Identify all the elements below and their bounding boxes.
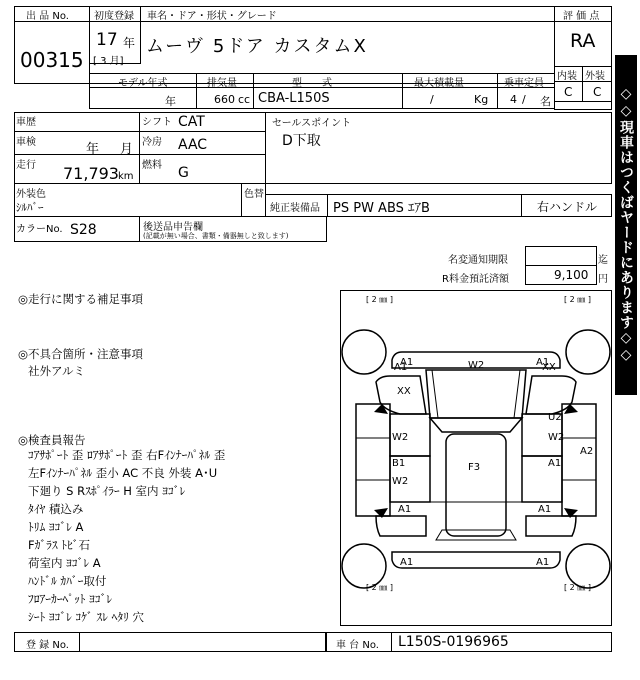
model-year-unit: 年 — [165, 95, 176, 108]
model-year-label: モデル年式 — [118, 78, 168, 89]
first-reg-year-unit: 年 — [123, 36, 136, 50]
tire-label-br: [ 2 ㎜ ] — [564, 583, 591, 592]
steering-value: 右ハンドル — [537, 200, 598, 214]
max-load-unit: Kg — [474, 93, 489, 106]
mark-pillar-right: U2 — [548, 412, 562, 423]
inspector-line: ｺｱｻﾎﾟｰﾄ 歪 ﾛｱｻﾎﾟｰﾄ 歪 右Fｲﾝﾅｰﾊﾟﾈﾙ 歪 — [28, 448, 226, 462]
car-name-label: 車名・ドア・形状・グレード — [147, 11, 277, 22]
yard-location-banner: ◇◇現車はつくばヤードにあります◇◇ — [615, 55, 637, 395]
tire-label-tr: [ 2 ㎜ ] — [564, 295, 591, 304]
inspection-label: 車検 — [16, 137, 36, 148]
mark-door-rear-right: A1 — [548, 458, 562, 469]
first-reg-month: [ 3 月] — [93, 56, 124, 67]
interior-label: 内装 — [557, 71, 577, 82]
ext-color-value: ｼﾙﾊﾞｰ — [16, 201, 44, 214]
body-right — [562, 404, 596, 516]
sales-point-label: セールスポイント — [272, 118, 352, 129]
inspector-line: ﾊﾝﾄﾞﾙ ｶﾊﾞｰ取付 — [28, 574, 107, 588]
score-label: 評 価 点 — [563, 11, 600, 22]
mark-fender-left: A1 — [394, 362, 408, 373]
inspection-month: 月 — [120, 142, 134, 157]
ext-color-cell — [14, 183, 242, 217]
mileage-label: 走行 — [16, 160, 36, 171]
mark-door-rear-left-2: W2 — [392, 476, 409, 487]
inspector-line: Fｶﾞﾗｽ ﾄﾋﾞ石 — [28, 538, 91, 552]
mark-fender-right: XX — [542, 362, 556, 373]
quarter-right — [526, 516, 576, 536]
sales-point-value: D下取 — [282, 133, 321, 149]
max-load-value: / — [430, 93, 434, 106]
mark-door-front-right: W2 — [548, 432, 565, 443]
mark-step-right: A2 — [580, 446, 594, 457]
exterior-grade: C — [593, 85, 602, 99]
tire-rear-left — [342, 544, 386, 588]
driving-notes-title: ◎走行に関する補足事項 — [18, 292, 144, 306]
name-change-unit: 迄 — [598, 255, 608, 266]
tire-label-tl: [ 2 ㎜ ] — [366, 295, 393, 304]
max-load-label: 最大積載量 — [414, 78, 464, 89]
mark-front-bumper-right: A1 — [536, 357, 550, 368]
chassis-number: L150S-0196965 — [398, 634, 509, 650]
inspector-line: 下廻り S Rｽﾎﾟｲﾗｰ H 室内 ﾖｺﾞﾚ — [28, 484, 186, 498]
displacement-value: 660 — [214, 93, 235, 106]
interior-grade: C — [564, 85, 573, 99]
inspector-title: ◎検査員報告 — [18, 433, 86, 447]
windshield — [430, 418, 522, 432]
ac-value: AAC — [178, 137, 208, 153]
mark-roof: F3 — [468, 462, 481, 473]
color-no-label: カラーNo. — [16, 224, 63, 235]
first-reg-year: 17 — [96, 30, 118, 50]
tire-label-bl: [ 2 ㎜ ] — [366, 583, 393, 592]
mark-fender-left-2: XX — [397, 386, 411, 397]
recycle-value: 9,100 — [554, 268, 589, 282]
inspection-year: 年 — [86, 142, 100, 157]
defect-item: 社外アルミ — [28, 364, 86, 378]
roof — [446, 434, 506, 536]
type-label: 型 式 — [292, 78, 332, 89]
mileage-value: 71,793 — [63, 164, 119, 183]
mark-hood: W2 — [468, 360, 485, 371]
name-change-value-cell — [525, 246, 597, 266]
recycle-label: R料金預託済額 — [442, 274, 509, 285]
color-change-label: 色替 — [244, 189, 264, 200]
docs-note: (記載が無い場合、書類・備器無しと致します) — [143, 232, 289, 240]
fuel-label: 燃料 — [142, 160, 162, 171]
lot-label: 出 品 No. — [26, 11, 69, 22]
mark-rear-bumper-left: A1 — [400, 557, 414, 568]
rear-bumper — [392, 552, 560, 568]
exterior-label: 外装 — [585, 71, 605, 82]
tire-front-right — [566, 330, 610, 374]
inspector-line: 荷室内 ﾖｺﾞﾚ A — [28, 556, 101, 570]
mark-quarter-right: A1 — [538, 504, 552, 515]
mark-front-bumper-left: A1 — [400, 357, 414, 368]
fuel-value: G — [178, 165, 189, 181]
name-change-label: 名変通知期限 — [448, 255, 508, 266]
hood — [426, 370, 526, 418]
mark-rear-bumper-right: A1 — [536, 557, 550, 568]
type-value: CBA-L150S — [258, 91, 330, 106]
inspector-line: ﾀｲﾔ 積込み — [28, 502, 84, 516]
shift-label: シフト — [142, 117, 172, 128]
rear-window — [436, 530, 516, 540]
first-reg-label: 初度登録 — [94, 11, 134, 22]
inspector-line: ﾄﾘﾑ ﾖｺﾞﾚ A — [28, 520, 84, 534]
displacement-label: 排気量 — [207, 78, 237, 89]
mark-door-rear-left: B1 — [392, 458, 406, 469]
inspector-line: ｼｰﾄ ﾖｺﾞﾚ ｺｹﾞ ｽﾚ ﾍﾀﾘ 穴 — [28, 610, 145, 624]
mark-door-front-left: W2 — [392, 432, 409, 443]
defects-title: ◎不具合箇所・注意事項 — [18, 347, 144, 361]
lot-number: 00315 — [20, 48, 84, 72]
capacity-sep: / — [522, 93, 526, 106]
equipment-label: 純正装備品 — [270, 203, 320, 214]
history-label: 車歴 — [16, 117, 36, 128]
chassis-label: 車 台 No. — [336, 640, 379, 651]
damage-diagram — [340, 290, 612, 626]
tire-front-left — [342, 330, 386, 374]
docs-label: 後送品申告欄 — [143, 222, 203, 233]
reg-no-label: 登 録 No. — [26, 640, 69, 651]
equipment-value: PS PW ABS ｴｱB — [333, 201, 430, 216]
recycle-unit: 円 — [598, 274, 608, 285]
mark-quarter-left: A1 — [398, 504, 412, 515]
ext-color-label: 外装色 — [16, 189, 46, 200]
body-left — [356, 404, 390, 516]
displacement-unit: cc — [238, 93, 251, 106]
ac-label: 冷房 — [142, 137, 162, 148]
inspector-line: ﾌﾛｱｰｶｰﾍﾟｯﾄ ﾖｺﾞﾚ — [28, 592, 113, 606]
score-value: RA — [570, 30, 596, 52]
color-no-value: S28 — [70, 222, 97, 238]
inspector-line: 左Fｲﾝﾅｰﾊﾟﾈﾙ 歪小 AC 不良 外装 A･U — [28, 466, 218, 480]
capacity-value: 4 — [510, 93, 517, 106]
capacity-label: 乗車定員 — [504, 78, 544, 89]
tire-rear-right — [566, 544, 610, 588]
car-name: ムーヴ 5ドア カスタムX — [146, 36, 368, 57]
shift-value: CAT — [178, 114, 205, 130]
capacity-unit: 名 — [540, 95, 551, 108]
mileage-unit: km — [118, 171, 134, 182]
quarter-left — [376, 516, 426, 536]
